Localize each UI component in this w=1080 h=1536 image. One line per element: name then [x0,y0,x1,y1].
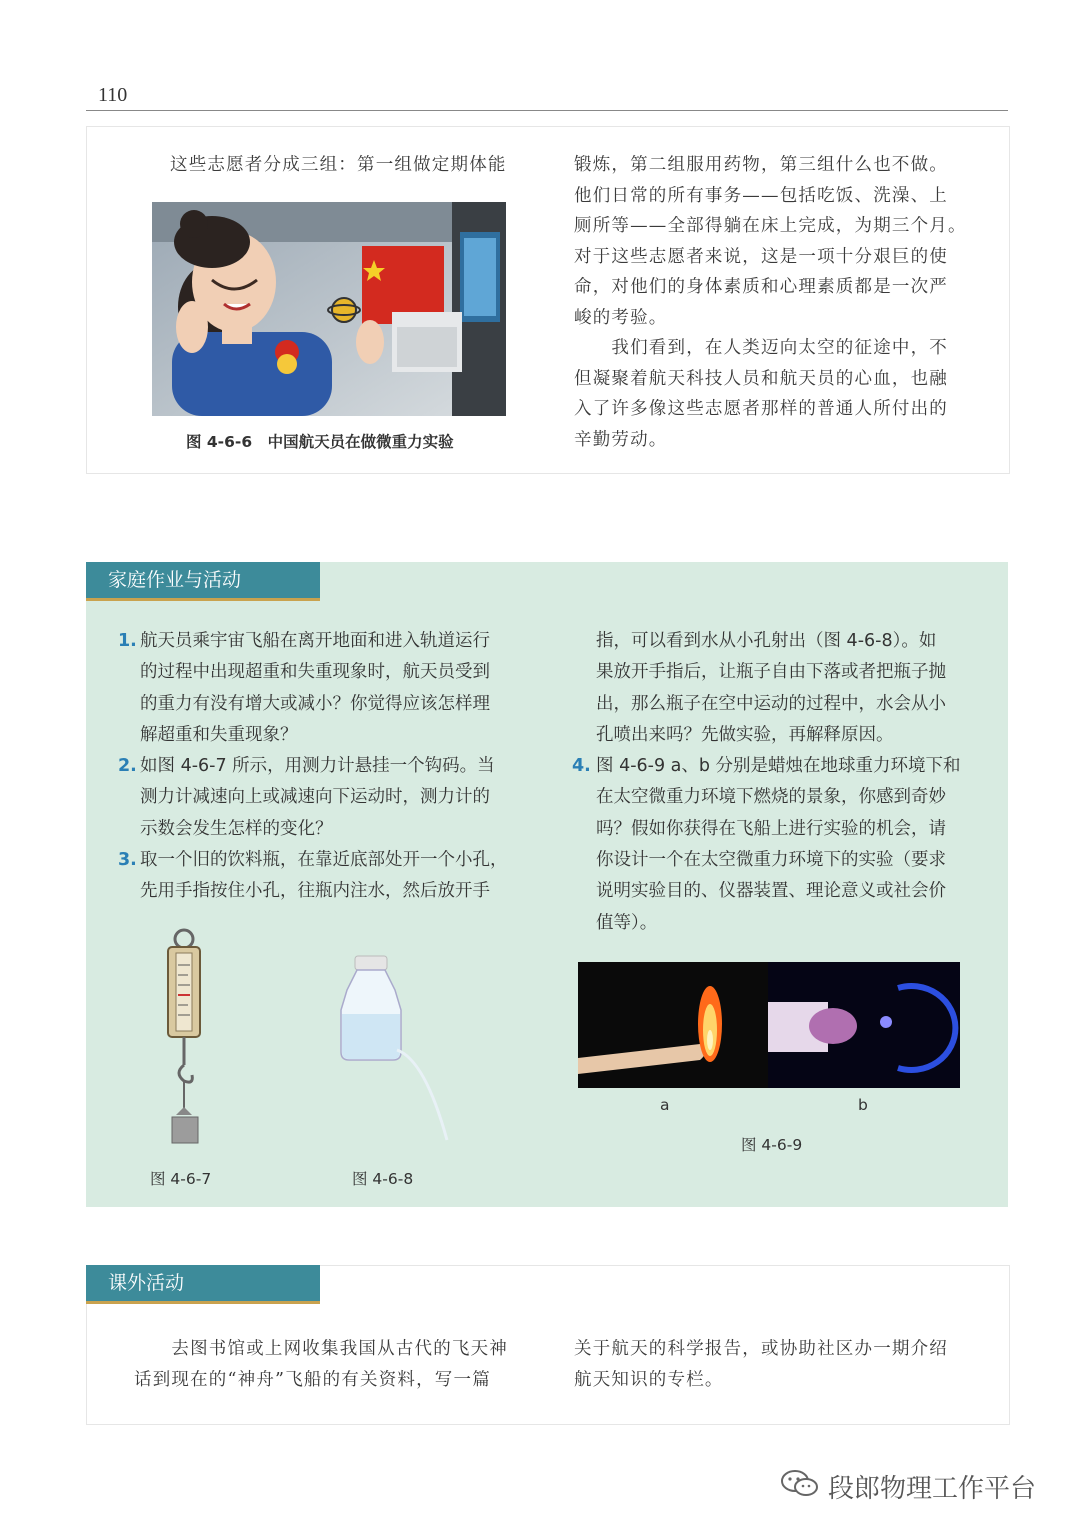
text-line: 他们日常的所有事务——包括吃饭、洗澡、上 [574,185,948,206]
figure-sublabel-a: a [660,1096,670,1114]
text-line: 关于航天的科学报告，或协助社区办一期介绍 [574,1339,948,1359]
text-line: 航天知识的专栏。 [574,1369,724,1390]
text-line: 的过程中出现超重和失重现象时，航天员受到 [140,662,490,683]
paragraph-left-line: 这些志愿者分成三组：第一组做定期体能 [170,155,507,175]
text-line: 你设计一个在太空微重力环境下的实验（要求 [596,850,946,871]
item-number: 2. [118,756,137,777]
figure-caption: 图 4-6-7 [150,1170,212,1188]
text-line: 辛勤劳动。 [574,429,668,450]
extra-left-column [134,1334,534,1395]
text-line: 出，那么瓶子在空中运动的过程中，水会从小 [596,693,946,714]
text-line: 入了许多像这些志愿者那样的普通人所付出的 [574,399,948,419]
text-line: 对于这些志愿者来说，这是一项十分艰巨的使 [574,246,948,267]
extra-right-column [574,1334,984,1395]
text-line: 取一个旧的饮料瓶，在靠近底部处开一个小孔， [140,850,508,871]
text-line: 厕所等——全部得躺在床上完成，为期三个月。 [574,216,967,236]
wechat-icon [780,1468,820,1505]
text-line: 解超重和失重现象？ [140,724,298,745]
item-number: 3. [118,850,137,871]
text-line: 如图 4-6-7 所示，用测力计悬挂一个钩码。当 [140,756,495,777]
spring-scale-figure [150,925,230,1150]
figure-caption: 图 4-6-6 中国航天员在做微重力实验 [186,433,454,451]
text-line: 指，可以看到水从小孔射出（图 4-6-8）。如 [596,631,937,651]
text-line: 吗？假如你获得在飞船上进行实验的机会，请 [596,818,946,839]
text-line: 话到现在的“神舟”飞船的有关资料，写一篇 [134,1369,491,1390]
item-number: 1. [118,631,137,651]
page-number: 110 [98,84,128,106]
text-line: 但凝聚着航天科技人员和航天员的心血，也融 [574,368,948,389]
text-line: 示数会发生怎样的变化？ [140,818,333,839]
paragraph-right [574,150,984,455]
homework-item-4 [572,751,996,939]
watermark [780,1468,1036,1505]
text-line: 锻炼，第二组服用药物，第三组什么也不做。 [574,155,948,175]
watermark-text: 段郎物理工作平台 [828,1474,1037,1504]
text-line: 的重力有没有增大或减小？你觉得应该怎样理 [140,693,490,714]
homework-left-column [118,626,538,908]
homework-item-2 [118,751,538,845]
text-line: 去图书馆或上网收集我国从古代的飞天神 [134,1339,508,1359]
figure-sublabel-b: b [858,1096,868,1114]
text-line: 测力计减速向上或减速向下运动时，测力计的 [140,787,490,808]
water-bottle-figure [335,950,455,1150]
header-rule [86,110,1008,111]
homework-item-1 [118,626,538,751]
text-line: 在太空微重力环境下燃烧的景象，你感到奇妙 [596,787,946,808]
text-line: 我们看到，在人类迈向太空的征途中，不 [574,338,948,358]
astronaut-photo [152,202,506,416]
text-line: 图 4-6-9 a、b 分别是蜡烛在地球重力环境下和 [596,756,961,777]
title-underline [86,1301,320,1304]
text-line: 先用手指按住小孔，往瓶内注水，然后放开手 [140,881,490,902]
figure-caption: 图 4-6-8 [352,1170,414,1188]
homework-item-3 [118,845,538,908]
item-number: 4. [572,756,591,777]
extra-activity-title: 课外活动 [86,1265,320,1301]
figure-caption: 图 4-6-9 [741,1136,803,1154]
title-underline [86,598,320,601]
text-line: 值等）。 [596,912,658,933]
text-line: 峻的考验。 [574,307,668,328]
text-line: 孔喷出来吗？先做实验，再解释原因。 [596,724,894,745]
homework-title: 家庭作业与活动 [86,562,320,598]
text-line: 果放开手指后，让瓶子自由下落或者把瓶子抛 [596,662,946,683]
text-line: 航天员乘宇宙飞船在离开地面和进入轨道运行 [140,631,490,651]
text-line: 说明实验目的、仪器装置、理论意义或社会价 [596,881,946,902]
candle-flame-photo [578,962,960,1088]
text-line: 命，对他们的身体素质和心理素质都是一次严 [574,277,948,297]
homework-right-column [572,626,996,939]
